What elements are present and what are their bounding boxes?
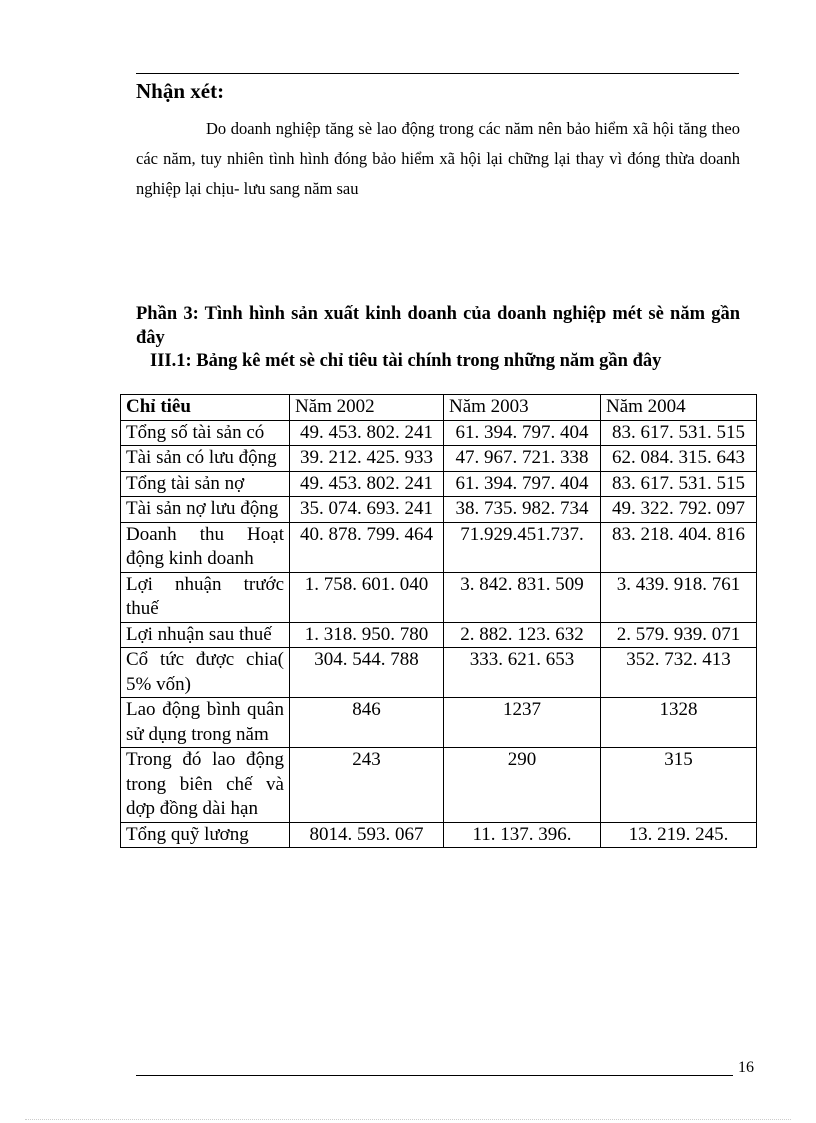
row-label: Tổng tài sản nợ [121, 471, 290, 497]
section-heading: Nhận xét: [136, 79, 225, 103]
cell-2003: 290 [444, 748, 601, 823]
cell-2003: 47. 967. 721. 338 [444, 446, 601, 472]
comment-paragraph [136, 114, 740, 204]
table-title: III.1: Bảng kê mét sè chỉ tiêu tài chính trong những năm gần đây [150, 351, 662, 371]
cell-2003: 38. 735. 982. 734 [444, 497, 601, 523]
row-label: Tài sản nợ lưu động [121, 497, 290, 523]
row-label: Tổng số tài sản có [121, 420, 290, 446]
cell-2002: 8014. 593. 067 [290, 822, 444, 848]
cell-2004: 62. 084. 315. 643 [601, 446, 757, 472]
cell-2003: 333. 621. 653 [444, 648, 601, 698]
cell-2004: 13. 219. 245. [601, 822, 757, 848]
cell-2002: 304. 544. 788 [290, 648, 444, 698]
cell-2004: 83. 617. 531. 515 [601, 420, 757, 446]
bottom-rule [136, 1075, 733, 1076]
table-row [121, 698, 757, 748]
cell-2002: 49. 453. 802. 241 [290, 420, 444, 446]
cell-2004: 315 [601, 748, 757, 823]
table-row [121, 420, 757, 446]
cell-2004: 83. 617. 531. 515 [601, 471, 757, 497]
cell-2002: 35. 074. 693. 241 [290, 497, 444, 523]
row-label: Cổ tức được chia( 5% vốn) [121, 648, 290, 698]
cell-2004: 352. 732. 413 [601, 648, 757, 698]
row-label: Trong đó lao động trong biên chế và dợp đồng dài hạn [121, 748, 290, 823]
top-rule [136, 73, 739, 74]
page-edge-dotted-line [25, 1119, 791, 1120]
table-row [121, 648, 757, 698]
header-cell-indicator: Chỉ tiêu [121, 395, 290, 421]
row-label: Doanh thu Hoạt động kinh doanh [121, 522, 290, 572]
table-row [121, 471, 757, 497]
row-label: Lợi nhuận trước thuế [121, 572, 290, 622]
row-label: Lợi nhuận sau thuế [121, 622, 290, 648]
comment-text: Do doanh nghiệp tăng sè lao động trong các năm nên bảo hiểm xã hội tăng theo các năm, tuy nhiên tình hình đóng bảo hiểm xã hội lại chững lại thay vì đóng thừa doanh nghiệp lại chịu- lưu sang năm sau [136, 119, 740, 198]
header-cell-2003: Năm 2003 [444, 395, 601, 421]
cell-2002: 1. 318. 950. 780 [290, 622, 444, 648]
cell-2002: 39. 212. 425. 933 [290, 446, 444, 472]
header-cell-2002: Năm 2002 [290, 395, 444, 421]
table-row [121, 748, 757, 823]
cell-2003: 1237 [444, 698, 601, 748]
cell-2002: 49. 453. 802. 241 [290, 471, 444, 497]
header-cell-2004: Năm 2004 [601, 395, 757, 421]
row-label: Tổng quỹ lương [121, 822, 290, 848]
cell-2003: 71.929.451.737. [444, 522, 601, 572]
cell-2003: 61. 394. 797. 404 [444, 420, 601, 446]
page-number: 16 [738, 1059, 754, 1076]
table-row [121, 522, 757, 572]
financial-table [120, 394, 757, 848]
cell-2004: 49. 322. 792. 097 [601, 497, 757, 523]
table-row [121, 446, 757, 472]
table-header-row [121, 395, 757, 421]
row-label: Tài sản có lưu động [121, 446, 290, 472]
cell-2004: 1328 [601, 698, 757, 748]
cell-2002: 846 [290, 698, 444, 748]
cell-2002: 40. 878. 799. 464 [290, 522, 444, 572]
table-row [121, 497, 757, 523]
table-row [121, 622, 757, 648]
cell-2003: 11. 137. 396. [444, 822, 601, 848]
table-row [121, 822, 757, 848]
cell-2004: 3. 439. 918. 761 [601, 572, 757, 622]
cell-2004: 2. 579. 939. 071 [601, 622, 757, 648]
cell-2003: 2. 882. 123. 632 [444, 622, 601, 648]
part-title: Phần 3: Tình hình sản xuất kinh doanh của doanh nghiệp mét sè năm gần đây [136, 304, 740, 348]
row-label: Lao động bình quân sử dụng trong năm [121, 698, 290, 748]
cell-2002: 243 [290, 748, 444, 823]
cell-2002: 1. 758. 601. 040 [290, 572, 444, 622]
cell-2004: 83. 218. 404. 816 [601, 522, 757, 572]
cell-2003: 3. 842. 831. 509 [444, 572, 601, 622]
cell-2003: 61. 394. 797. 404 [444, 471, 601, 497]
table-row [121, 572, 757, 622]
